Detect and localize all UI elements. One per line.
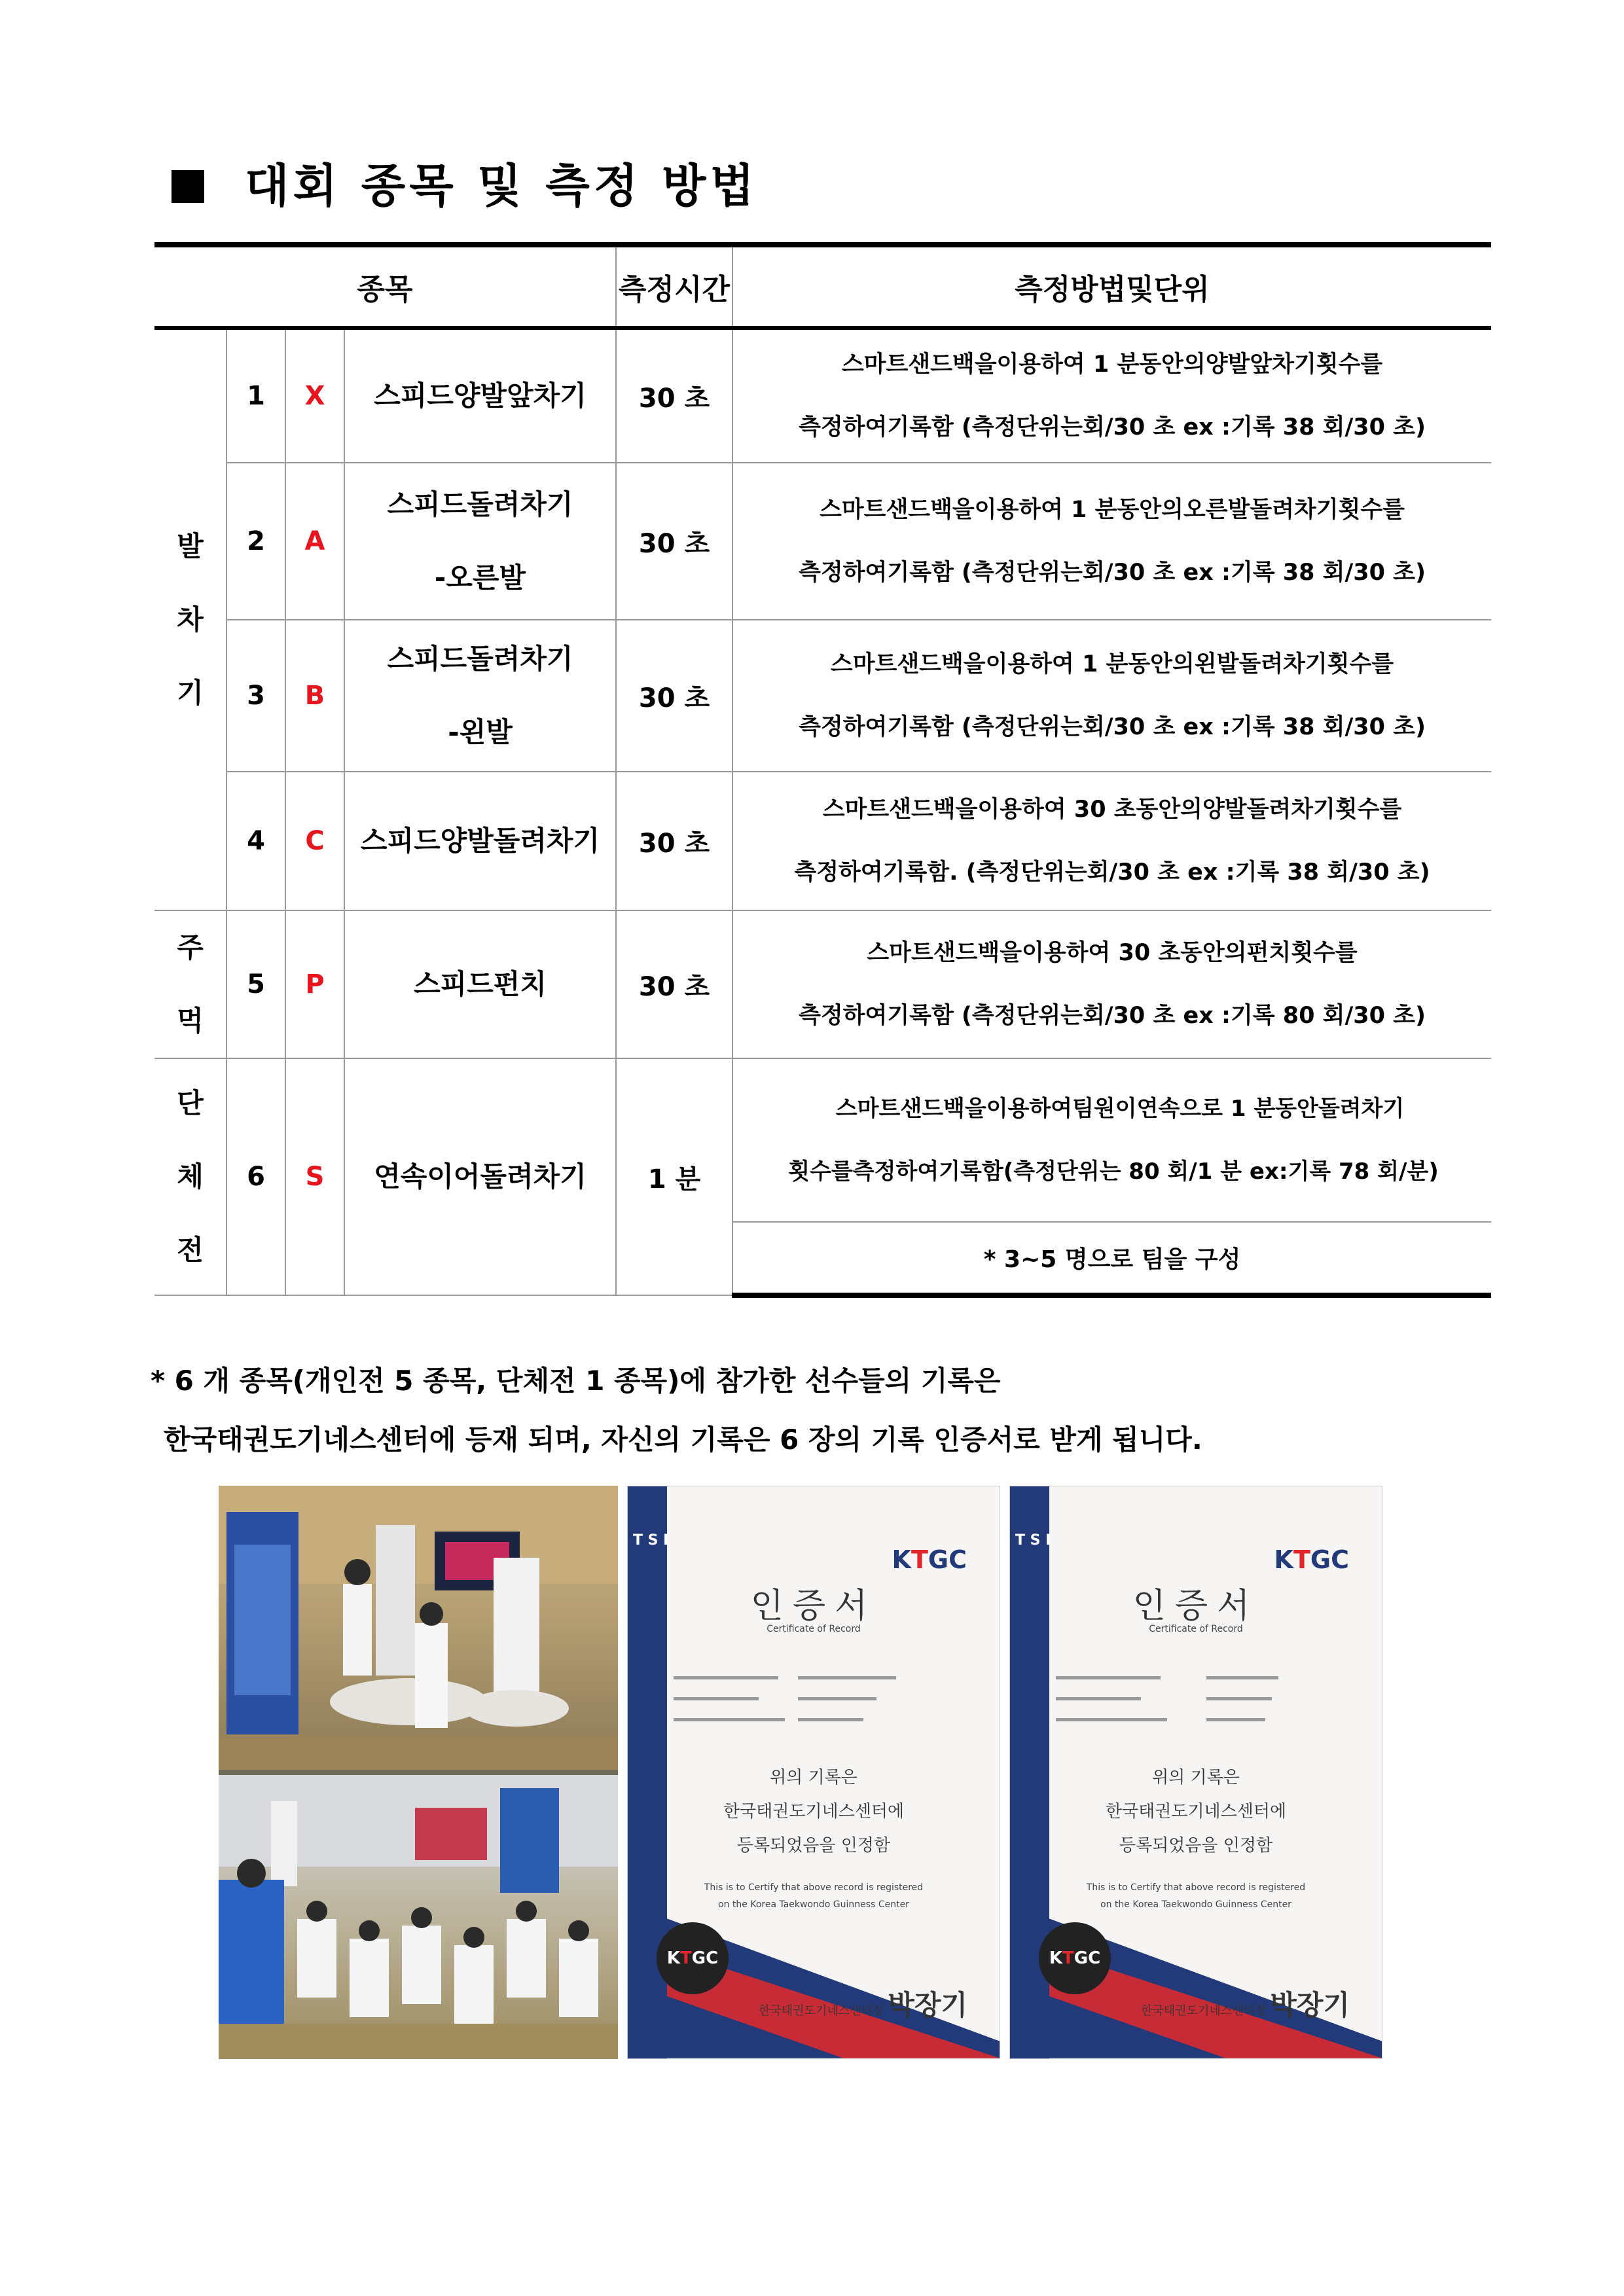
certificate-en-2: on the Korea Taekwondo Guinness Center [1100,1899,1291,1910]
event-photo-bottom-image [219,1775,618,2059]
certificate-title: 인증서 [750,1587,877,1626]
event-code: B [285,620,344,772]
event-code: C [285,772,344,910]
event-method: 스마트샌드백을이용하여 1 분동안의오른발돌려차기횟수를 측정하여기록함 (측정단위는회/30 초 ex :기록 38 회/30 초) [732,463,1491,620]
tsi-logo: T S I [633,1532,669,1549]
event-time: 30 초 [616,463,732,620]
event-number: 2 [226,463,285,620]
certificate-signature: 한국태권도기네스센터장 박장기 [759,1989,967,2021]
record-line [674,1676,778,1679]
certificate-body-2: 한국태권도기네스센터에 [723,1802,905,1821]
table-row [154,328,1491,463]
event-number: 6 [226,1058,285,1295]
table-row [154,463,1491,620]
certificate-body-1: 위의 기록은 [1152,1768,1240,1787]
team-note: * 3~5 명으로 팀을 구성 [732,1222,1491,1295]
category-punch: 주 먹 [154,910,226,1058]
certificate-title: 인증서 [1132,1587,1259,1626]
records-note [151,1352,1202,1469]
record-line [1206,1697,1272,1700]
ktgc-logo: KTGC [892,1545,967,1574]
header-method: 측정방법및단위 [732,245,1491,328]
photo-gallery [219,1486,1415,2059]
event-photo-top [219,1486,618,1770]
event-number: 1 [226,328,285,463]
event-method: 스마트샌드백을이용하여 1 분동안의양발앞차기횟수를 측정하여기록함 (측정단위는회/30 초 ex :기록 38 회/30 초) [732,328,1491,463]
certificate-en-2: on the Korea Taekwondo Guinness Center [718,1899,909,1910]
event-code: P [285,910,344,1058]
table-header-row [154,245,1491,328]
event-photo-bottom [219,1775,618,2059]
event-method: 스마트샌드백을이용하여 1 분동안의왼발돌려차기횟수를 측정하여기록함 (측정단위는회/30 초 ex :기록 38 회/30 초) [732,620,1491,772]
ktgc-seal: KTGC [657,1922,729,1994]
record-line [1056,1718,1167,1721]
note-line-2: 한국태권도기네스센터에 등재 되며, 자신의 기록은 6 장의 기록 인증서로 받게 됩니다. [164,1424,1202,1456]
certificate-subtitle: Certificate of Record [767,1624,861,1634]
certificate-body-3: 등록되었음을 인정함 [736,1836,891,1856]
event-time: 30 초 [616,910,732,1058]
event-name: 스피드펀치 [344,910,616,1058]
category-kick: 발 차 기 [154,328,226,910]
record-line [674,1718,785,1721]
certificate-2 [1009,1486,1382,2059]
section-heading [171,149,758,215]
event-time: 30 초 [616,620,732,772]
event-name: 스피드돌려차기 -왼발 [344,620,616,772]
event-name: 스피드양발앞차기 [344,328,616,463]
certificate-subtitle: Certificate of Record [1149,1624,1243,1634]
event-number: 5 [226,910,285,1058]
event-method: 스마트샌드백을이용하여팀원이연속으로 1 분동안돌려차기 횟수를측정하여기록함(측정단위는 80 회/1 분 ex:기록 78 회/분) [732,1058,1491,1222]
ktgc-logo: KTGC [1274,1545,1349,1574]
event-code: S [285,1058,344,1295]
table-row [154,910,1491,1058]
table-row [154,1058,1491,1222]
certificate-en-1: This is to Certify that above record is registered [1086,1882,1306,1893]
events-table [154,242,1491,1298]
record-line [674,1697,759,1700]
record-line [1206,1676,1278,1679]
event-time: 30 초 [616,772,732,910]
event-method: 스마트샌드백을이용하여 30 초동안의양발돌려차기횟수를 측정하여기록함. (측정단위는회/30 초 ex :기록 38 회/30 초) [732,772,1491,910]
certificate-body-3: 등록되었음을 인정함 [1119,1836,1273,1856]
record-line [1056,1697,1141,1700]
event-number: 4 [226,772,285,910]
square-bullet-icon [171,170,204,203]
event-time: 1 분 [616,1058,732,1295]
heading-text: 대회 종목 및 측정 방법 [245,159,759,213]
table-row [154,772,1491,910]
ktgc-seal: KTGC [1039,1922,1111,1994]
event-time: 30 초 [616,328,732,463]
certificate-1 [627,1486,1000,2059]
event-name: 스피드양발돌려차기 [344,772,616,910]
record-line [1056,1676,1161,1679]
event-code: A [285,463,344,620]
tsi-logo: T S I [1015,1532,1051,1549]
header-time: 측정시간 [616,245,732,328]
event-photo-top-image [219,1486,618,1770]
record-line [798,1718,863,1721]
record-line [798,1676,896,1679]
certificate-body-2: 한국태권도기네스센터에 [1105,1802,1287,1821]
event-name: 스피드돌려차기 -오른발 [344,463,616,620]
certificate-en-1: This is to Certify that above record is registered [704,1882,924,1893]
certificate-signature: 한국태권도기네스센터장 박장기 [1141,1989,1350,2021]
header-event: 종목 [154,245,616,328]
event-code: X [285,328,344,463]
record-line [1206,1718,1265,1721]
event-photos [219,1486,618,2059]
event-number: 3 [226,620,285,772]
record-line [798,1697,876,1700]
note-line-1: * 6 개 종목(개인전 5 종목, 단체전 1 종목)에 참가한 선수들의 기록은 [151,1365,1001,1397]
table-row [154,620,1491,772]
certificate-body-1: 위의 기록은 [770,1768,857,1787]
event-name: 연속이어돌려차기 [344,1058,616,1295]
event-method: 스마트샌드백을이용하여 30 초동안의펀치횟수를 측정하여기록함 (측정단위는회/30 초 ex :기록 80 회/30 초) [732,910,1491,1058]
category-team: 단 체 전 [154,1058,226,1295]
